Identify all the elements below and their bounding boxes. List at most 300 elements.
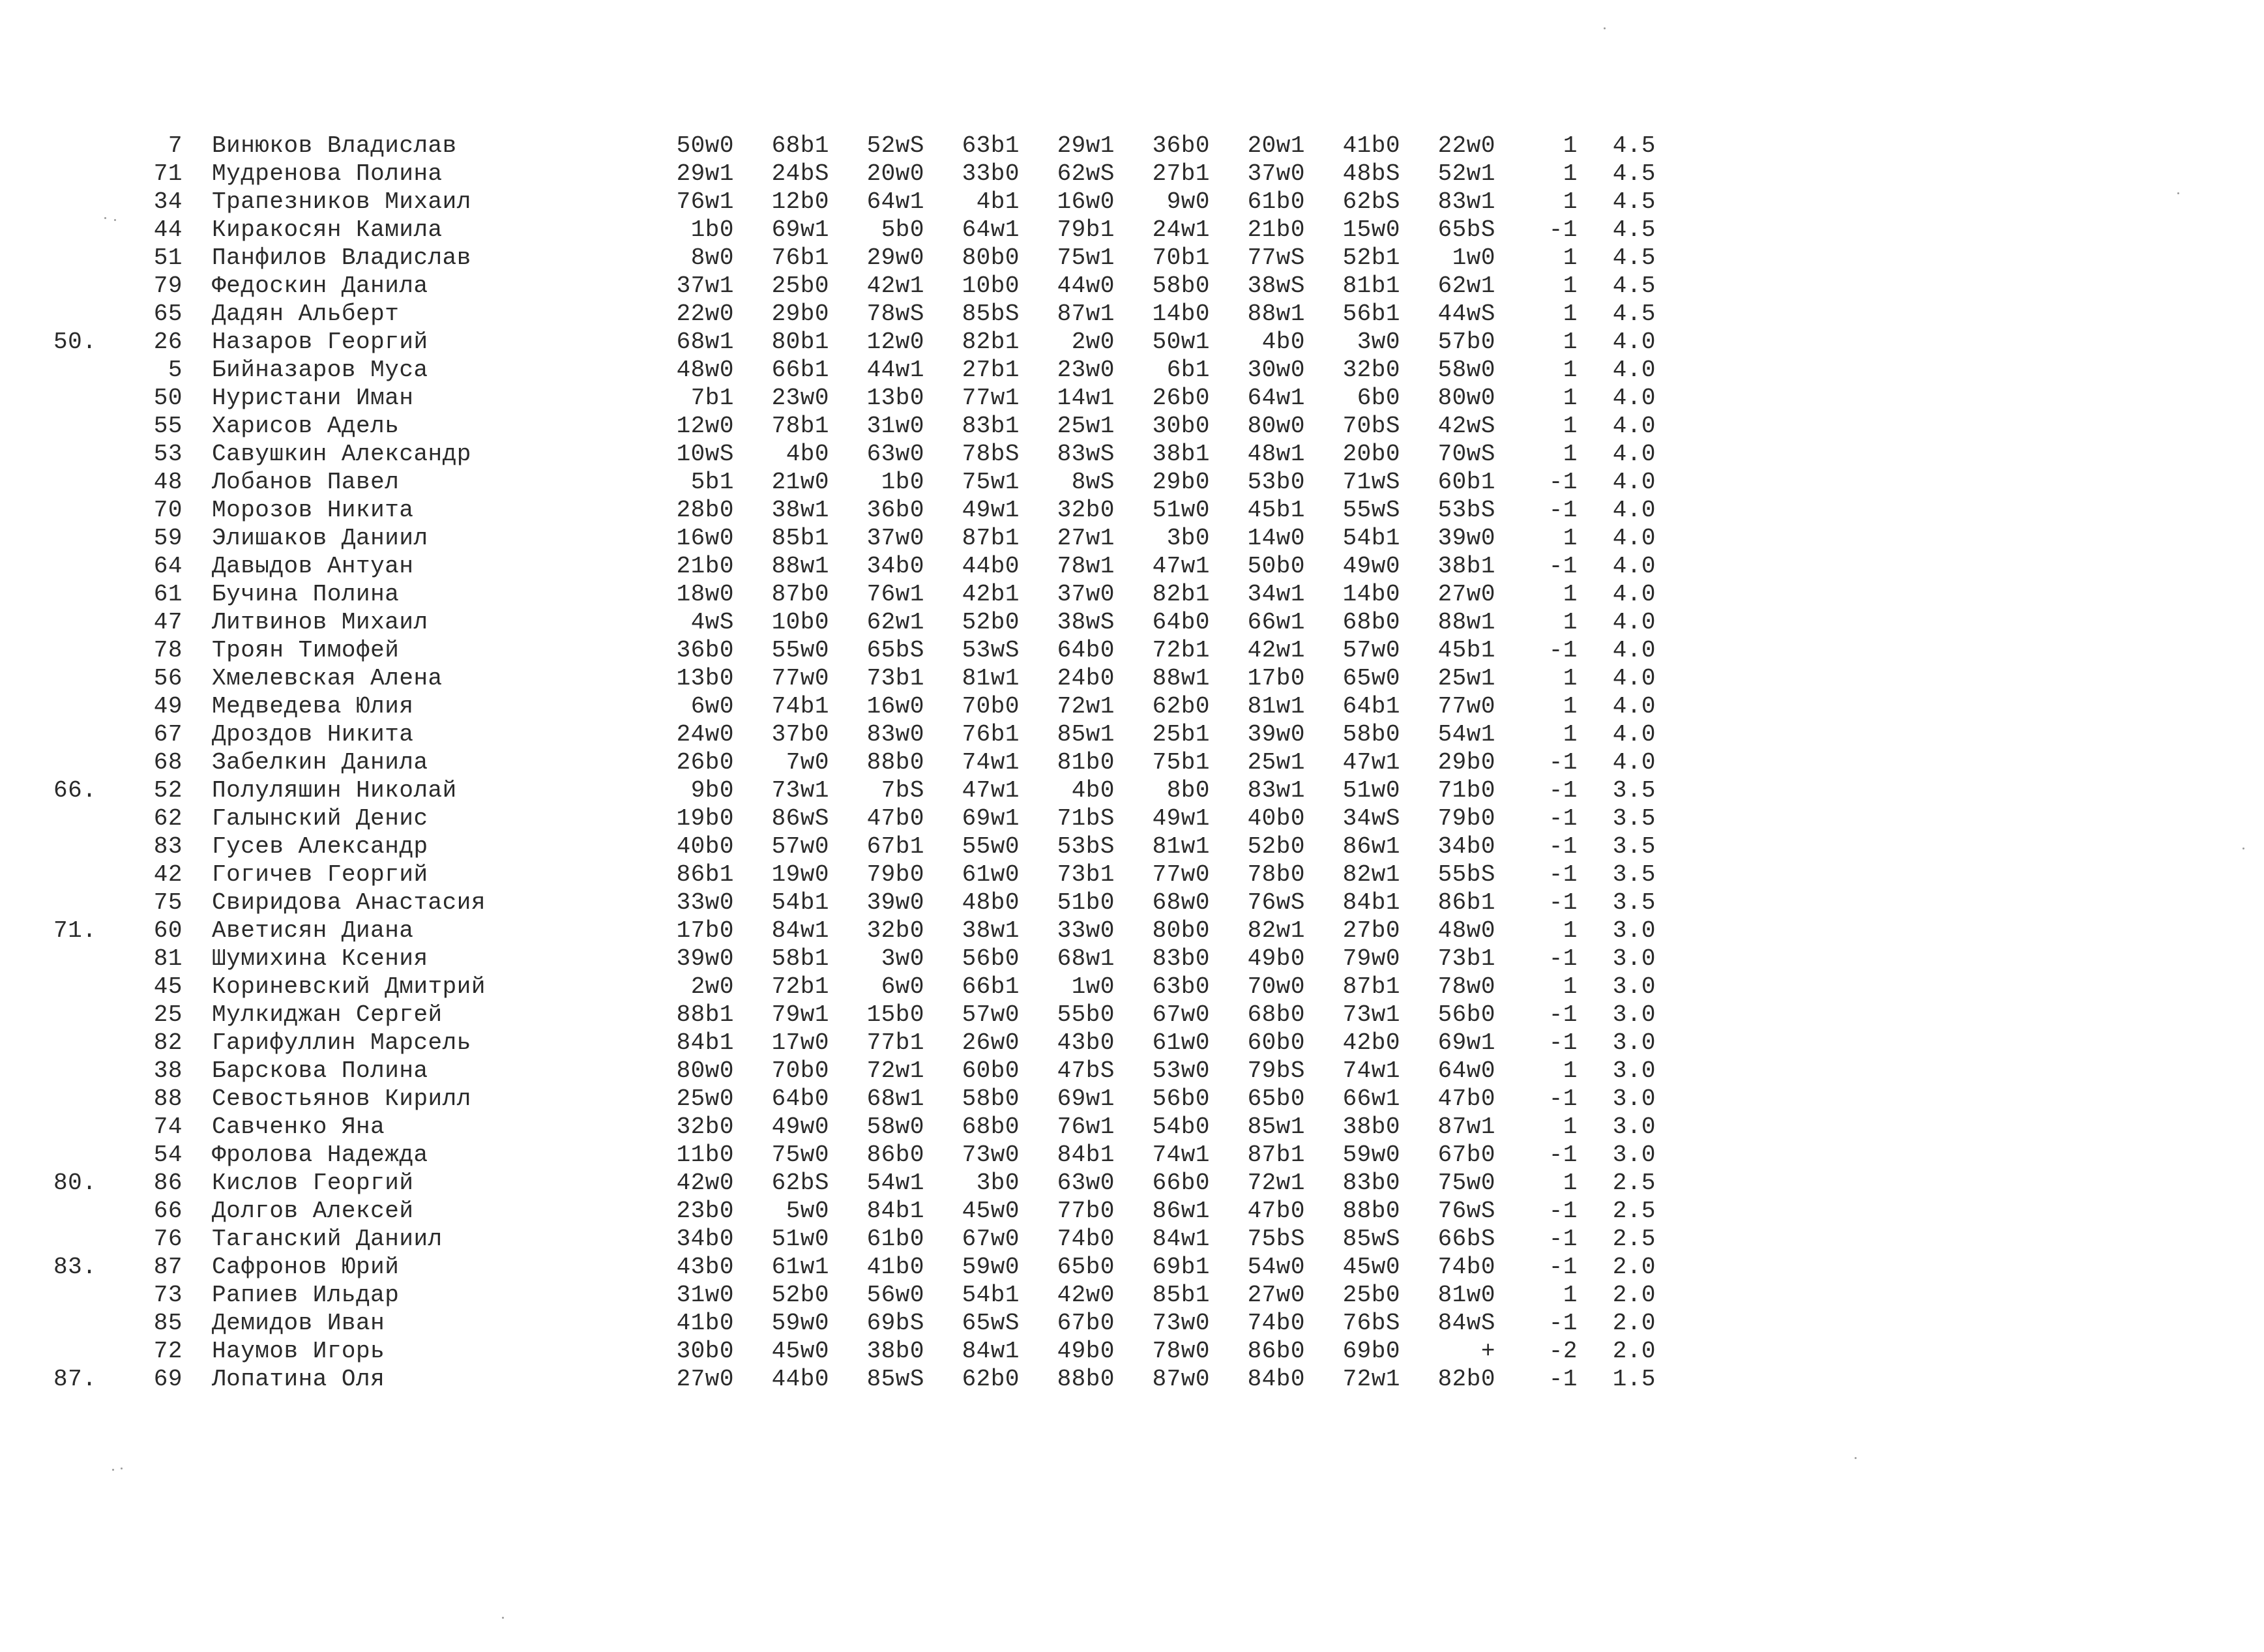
round-result-cell: 41b0 bbox=[676, 1310, 734, 1336]
round-result-cell: 47b0 bbox=[866, 805, 924, 832]
color-balance-cell: 1 bbox=[1563, 329, 1578, 355]
round-result-cell: 64w1 bbox=[866, 188, 924, 215]
round-result-cell: 51w0 bbox=[1152, 497, 1210, 524]
points-cell: 4.5 bbox=[1612, 301, 1656, 327]
round-result-cell: 34b0 bbox=[1437, 833, 1495, 860]
round-result-cell: 84b0 bbox=[1247, 1366, 1305, 1393]
round-result-cell: 49b0 bbox=[1057, 1338, 1115, 1364]
player-name-cell: Федоскин Данила bbox=[212, 273, 428, 299]
color-balance-cell: 1 bbox=[1563, 609, 1578, 636]
start-number-cell: 25 bbox=[153, 1001, 183, 1028]
color-balance-cell: 1 bbox=[1563, 188, 1578, 215]
round-result-cell: 58b0 bbox=[1152, 273, 1210, 299]
round-result-cell: 52w1 bbox=[1437, 160, 1495, 187]
round-result-cell: 64b0 bbox=[771, 1085, 829, 1112]
round-result-cell: 58w0 bbox=[866, 1114, 924, 1140]
round-result-cell: 37w0 bbox=[866, 525, 924, 552]
round-result-cell: 88w1 bbox=[1152, 665, 1210, 692]
round-result-cell: 20w0 bbox=[866, 160, 924, 187]
player-name-cell: Киракосян Камила bbox=[212, 216, 443, 243]
player-name-cell: Морозов Никита bbox=[212, 497, 414, 524]
round-result-cell: 53w0 bbox=[1152, 1057, 1210, 1084]
round-result-cell: 72w1 bbox=[866, 1057, 924, 1084]
round-result-cell: 6w0 bbox=[881, 973, 924, 1000]
round-result-cell: 78b1 bbox=[771, 413, 829, 439]
color-balance-cell: -1 bbox=[1548, 216, 1578, 243]
round-result-cell: 4b0 bbox=[1261, 329, 1305, 355]
round-result-cell: 75w1 bbox=[962, 469, 1020, 495]
round-result-cell: 85w1 bbox=[1247, 1114, 1305, 1140]
round-result-cell: 3w0 bbox=[881, 945, 924, 972]
points-cell: 2.0 bbox=[1612, 1338, 1656, 1364]
round-result-cell: 80b1 bbox=[771, 329, 829, 355]
player-name-cell: Таганский Даниил bbox=[212, 1226, 443, 1252]
round-result-cell: 30b0 bbox=[676, 1338, 734, 1364]
round-result-cell: 21b0 bbox=[676, 553, 734, 580]
start-number-cell: 64 bbox=[153, 553, 183, 580]
round-result-cell: 17b0 bbox=[1247, 665, 1305, 692]
round-result-cell: 68w1 bbox=[1057, 945, 1115, 972]
start-number-cell: 55 bbox=[153, 413, 183, 439]
round-result-cell: 84b1 bbox=[1057, 1142, 1115, 1168]
round-result-cell: 55b0 bbox=[1057, 1001, 1115, 1028]
round-result-cell: 54b1 bbox=[1342, 525, 1400, 552]
round-result-cell: 1w0 bbox=[1452, 244, 1495, 271]
round-result-cell: 8wS bbox=[1071, 469, 1115, 495]
table-row bbox=[0, 692, 1695, 720]
round-result-cell: 86wS bbox=[771, 805, 829, 832]
round-result-cell: 84wS bbox=[1437, 1310, 1495, 1336]
start-number-cell: 42 bbox=[153, 861, 183, 888]
points-cell: 4.0 bbox=[1612, 525, 1656, 552]
round-result-cell: 26b0 bbox=[676, 749, 734, 776]
color-balance-cell: 1 bbox=[1563, 665, 1578, 692]
round-result-cell: 30w0 bbox=[1247, 357, 1305, 383]
round-result-cell: 36b0 bbox=[676, 637, 734, 664]
start-number-cell: 88 bbox=[153, 1085, 183, 1112]
round-result-cell: 21w0 bbox=[771, 469, 829, 495]
round-result-cell: 13b0 bbox=[676, 665, 734, 692]
round-result-cell: 70w0 bbox=[1247, 973, 1305, 1000]
round-result-cell: 68w1 bbox=[866, 1085, 924, 1112]
round-result-cell: 56b0 bbox=[962, 945, 1020, 972]
color-balance-cell: -1 bbox=[1548, 889, 1578, 916]
round-result-cell: 75bS bbox=[1247, 1226, 1305, 1252]
round-result-cell: 1b0 bbox=[690, 216, 734, 243]
round-result-cell: 84w1 bbox=[962, 1338, 1020, 1364]
player-name-cell: Аветисян Диана bbox=[212, 917, 414, 944]
round-result-cell: 14b0 bbox=[1342, 581, 1400, 608]
start-number-cell: 38 bbox=[153, 1057, 183, 1084]
place-cell: 80. bbox=[53, 1170, 97, 1196]
round-result-cell: 2w0 bbox=[1071, 329, 1115, 355]
table-row bbox=[0, 1281, 1695, 1309]
round-result-cell: 73w0 bbox=[962, 1142, 1020, 1168]
round-result-cell: 41b0 bbox=[1342, 132, 1400, 159]
round-result-cell: 73w1 bbox=[771, 777, 829, 804]
round-result-cell: 87b1 bbox=[962, 525, 1020, 552]
round-result-cell: 84w1 bbox=[1152, 1226, 1210, 1252]
round-result-cell: 13b0 bbox=[866, 385, 924, 411]
round-result-cell: 36b0 bbox=[866, 497, 924, 524]
round-result-cell: 69w1 bbox=[962, 805, 1020, 832]
points-cell: 3.5 bbox=[1612, 805, 1656, 832]
player-name-cell: Шумихина Ксения bbox=[212, 945, 428, 972]
start-number-cell: 69 bbox=[153, 1366, 183, 1393]
table-row bbox=[0, 524, 1695, 552]
round-result-cell: 76wS bbox=[1437, 1198, 1495, 1224]
round-result-cell: 66b1 bbox=[962, 973, 1020, 1000]
round-result-cell: 80b0 bbox=[1152, 917, 1210, 944]
round-result-cell: 42w0 bbox=[676, 1170, 734, 1196]
color-balance-cell: 1 bbox=[1563, 1282, 1578, 1308]
round-result-cell: 64b0 bbox=[1057, 637, 1115, 664]
round-result-cell: 43b0 bbox=[676, 1254, 734, 1280]
round-result-cell: 49w1 bbox=[1152, 805, 1210, 832]
table-row bbox=[0, 552, 1695, 580]
round-result-cell: 76b1 bbox=[771, 244, 829, 271]
round-result-cell: 72b1 bbox=[771, 973, 829, 1000]
round-result-cell: 48w1 bbox=[1247, 441, 1305, 467]
points-cell: 4.0 bbox=[1612, 413, 1656, 439]
round-result-cell: 6b0 bbox=[1357, 385, 1400, 411]
round-result-cell: 34b0 bbox=[866, 553, 924, 580]
round-result-cell: 87b1 bbox=[1247, 1142, 1305, 1168]
round-result-cell: 64b0 bbox=[1152, 609, 1210, 636]
round-result-cell: 21b0 bbox=[1247, 216, 1305, 243]
start-number-cell: 85 bbox=[153, 1310, 183, 1336]
table-row bbox=[0, 608, 1695, 636]
round-result-cell: 11b0 bbox=[676, 1142, 734, 1168]
round-result-cell: 27w0 bbox=[1247, 1282, 1305, 1308]
points-cell: 4.5 bbox=[1612, 132, 1656, 159]
player-name-cell: Мудренова Полина bbox=[212, 160, 443, 187]
round-result-cell: 53bS bbox=[1437, 497, 1495, 524]
table-row bbox=[0, 1337, 1695, 1365]
start-number-cell: 62 bbox=[153, 805, 183, 832]
color-balance-cell: 1 bbox=[1563, 441, 1578, 467]
start-number-cell: 67 bbox=[153, 721, 183, 748]
round-result-cell: 25w1 bbox=[1247, 749, 1305, 776]
round-result-cell: 61w0 bbox=[962, 861, 1020, 888]
round-result-cell: 29w1 bbox=[676, 160, 734, 187]
round-result-cell: 47w1 bbox=[1342, 749, 1400, 776]
color-balance-cell: -1 bbox=[1548, 749, 1578, 776]
round-result-cell: + bbox=[1480, 1338, 1495, 1364]
round-result-cell: 22w0 bbox=[1437, 132, 1495, 159]
start-number-cell: 60 bbox=[153, 917, 183, 944]
player-name-cell: Хмелевская Алена bbox=[212, 665, 443, 692]
round-result-cell: 81b1 bbox=[1342, 273, 1400, 299]
round-result-cell: 72w1 bbox=[1342, 1366, 1400, 1393]
round-result-cell: 69w1 bbox=[1057, 1085, 1115, 1112]
round-result-cell: 34wS bbox=[1342, 805, 1400, 832]
round-result-cell: 85b1 bbox=[1152, 1282, 1210, 1308]
round-result-cell: 58b0 bbox=[962, 1085, 1020, 1112]
scan-speck bbox=[104, 217, 106, 219]
player-name-cell: Кориневский Дмитрий bbox=[212, 973, 486, 1000]
round-result-cell: 25w0 bbox=[676, 1085, 734, 1112]
table-row bbox=[0, 160, 1695, 188]
round-result-cell: 52b0 bbox=[962, 609, 1020, 636]
round-result-cell: 37w1 bbox=[676, 273, 734, 299]
round-result-cell: 70wS bbox=[1437, 441, 1495, 467]
round-result-cell: 63b1 bbox=[962, 132, 1020, 159]
round-result-cell: 75w1 bbox=[1057, 244, 1115, 271]
round-result-cell: 69b1 bbox=[1152, 1254, 1210, 1280]
start-number-cell: 51 bbox=[153, 244, 183, 271]
round-result-cell: 82b1 bbox=[1152, 581, 1210, 608]
player-name-cell: Назаров Георгий bbox=[212, 329, 428, 355]
round-result-cell: 88w1 bbox=[771, 553, 829, 580]
round-result-cell: 27b0 bbox=[1342, 917, 1400, 944]
start-number-cell: 81 bbox=[153, 945, 183, 972]
round-result-cell: 65b0 bbox=[1057, 1254, 1115, 1280]
round-result-cell: 85wS bbox=[1342, 1226, 1400, 1252]
round-result-cell: 74b0 bbox=[1247, 1310, 1305, 1336]
start-number-cell: 53 bbox=[153, 441, 183, 467]
player-name-cell: Троян Тимофей bbox=[212, 637, 400, 664]
round-result-cell: 82w1 bbox=[1247, 917, 1305, 944]
round-result-cell: 77wS bbox=[1247, 244, 1305, 271]
points-cell: 3.5 bbox=[1612, 777, 1656, 804]
player-name-cell: Севостьянов Кирилл bbox=[212, 1085, 471, 1112]
color-balance-cell: -1 bbox=[1548, 945, 1578, 972]
points-cell: 3.0 bbox=[1612, 1029, 1656, 1056]
round-result-cell: 87w1 bbox=[1437, 1114, 1495, 1140]
points-cell: 1.5 bbox=[1612, 1366, 1656, 1393]
round-result-cell: 81w0 bbox=[1437, 1282, 1495, 1308]
round-result-cell: 63w0 bbox=[866, 441, 924, 467]
round-result-cell: 10b0 bbox=[771, 609, 829, 636]
round-result-cell: 70b0 bbox=[962, 693, 1020, 720]
round-result-cell: 66w1 bbox=[1247, 609, 1305, 636]
round-result-cell: 88w1 bbox=[1247, 301, 1305, 327]
color-balance-cell: -1 bbox=[1548, 1142, 1578, 1168]
start-number-cell: 75 bbox=[153, 889, 183, 916]
round-result-cell: 38b0 bbox=[866, 1338, 924, 1364]
round-result-cell: 62bS bbox=[771, 1170, 829, 1196]
color-balance-cell: 1 bbox=[1563, 132, 1578, 159]
round-result-cell: 72b1 bbox=[1152, 637, 1210, 664]
color-balance-cell: 1 bbox=[1563, 693, 1578, 720]
table-row bbox=[0, 804, 1695, 833]
round-result-cell: 77w0 bbox=[1437, 693, 1495, 720]
table-row bbox=[0, 496, 1695, 524]
table-row bbox=[0, 1113, 1695, 1141]
round-result-cell: 76bS bbox=[1342, 1310, 1400, 1336]
round-result-cell: 37w0 bbox=[1247, 160, 1305, 187]
round-result-cell: 67b0 bbox=[1437, 1142, 1495, 1168]
player-name-cell: Нуристани Иман bbox=[212, 385, 414, 411]
round-result-cell: 73b1 bbox=[1057, 861, 1115, 888]
round-result-cell: 45w0 bbox=[771, 1338, 829, 1364]
round-result-cell: 54b0 bbox=[1152, 1114, 1210, 1140]
points-cell: 2.0 bbox=[1612, 1254, 1656, 1280]
player-name-cell: Гусев Александр bbox=[212, 833, 428, 860]
round-result-cell: 69bS bbox=[866, 1310, 924, 1336]
round-result-cell: 66w1 bbox=[1342, 1085, 1400, 1112]
round-result-cell: 29w1 bbox=[1057, 132, 1115, 159]
round-result-cell: 84w1 bbox=[771, 917, 829, 944]
round-result-cell: 8w0 bbox=[690, 244, 734, 271]
round-result-cell: 42w1 bbox=[1247, 637, 1305, 664]
round-result-cell: 54b1 bbox=[771, 889, 829, 916]
round-result-cell: 47b0 bbox=[1247, 1198, 1305, 1224]
round-result-cell: 63b0 bbox=[1152, 973, 1210, 1000]
start-number-cell: 26 bbox=[153, 329, 183, 355]
table-row bbox=[0, 748, 1695, 776]
round-result-cell: 79w0 bbox=[1342, 945, 1400, 972]
color-balance-cell: 1 bbox=[1563, 160, 1578, 187]
start-number-cell: 87 bbox=[153, 1254, 183, 1280]
round-result-cell: 83w1 bbox=[1247, 777, 1305, 804]
round-result-cell: 29b0 bbox=[1152, 469, 1210, 495]
points-cell: 4.0 bbox=[1612, 385, 1656, 411]
round-result-cell: 77b0 bbox=[1057, 1198, 1115, 1224]
round-result-cell: 71b0 bbox=[1437, 777, 1495, 804]
round-result-cell: 83w0 bbox=[866, 721, 924, 748]
round-result-cell: 79b1 bbox=[1057, 216, 1115, 243]
table-row bbox=[0, 1029, 1695, 1057]
points-cell: 3.0 bbox=[1612, 1085, 1656, 1112]
points-cell: 3.5 bbox=[1612, 861, 1656, 888]
round-result-cell: 65w0 bbox=[1342, 665, 1400, 692]
player-name-cell: Свиридова Анастасия bbox=[212, 889, 486, 916]
table-row bbox=[0, 889, 1695, 917]
round-result-cell: 49w0 bbox=[771, 1114, 829, 1140]
round-result-cell: 83w1 bbox=[1437, 188, 1495, 215]
round-result-cell: 32b0 bbox=[1057, 497, 1115, 524]
round-result-cell: 79bS bbox=[1247, 1057, 1305, 1084]
table-row bbox=[0, 244, 1695, 272]
round-result-cell: 69b0 bbox=[1342, 1338, 1400, 1364]
round-result-cell: 79b0 bbox=[866, 861, 924, 888]
round-result-cell: 7bS bbox=[881, 777, 924, 804]
round-result-cell: 53b0 bbox=[1247, 469, 1305, 495]
round-result-cell: 85wS bbox=[866, 1366, 924, 1393]
table-row bbox=[0, 1309, 1695, 1337]
round-result-cell: 4b0 bbox=[1071, 777, 1115, 804]
table-row bbox=[0, 833, 1695, 861]
round-result-cell: 48w0 bbox=[1437, 917, 1495, 944]
round-result-cell: 73w0 bbox=[1152, 1310, 1210, 1336]
round-result-cell: 76w1 bbox=[676, 188, 734, 215]
color-balance-cell: -1 bbox=[1548, 469, 1578, 495]
round-result-cell: 38b1 bbox=[1437, 553, 1495, 580]
player-name-cell: Забелкин Данила bbox=[212, 749, 428, 776]
round-result-cell: 12w0 bbox=[676, 413, 734, 439]
round-result-cell: 32b0 bbox=[676, 1114, 734, 1140]
round-result-cell: 71wS bbox=[1342, 469, 1400, 495]
points-cell: 2.0 bbox=[1612, 1310, 1656, 1336]
round-result-cell: 34w1 bbox=[1247, 581, 1305, 608]
points-cell: 3.0 bbox=[1612, 1142, 1656, 1168]
round-result-cell: 73w1 bbox=[1342, 1001, 1400, 1028]
points-cell: 4.0 bbox=[1612, 357, 1656, 383]
round-result-cell: 52wS bbox=[866, 132, 924, 159]
round-result-cell: 31w0 bbox=[866, 413, 924, 439]
round-result-cell: 24w1 bbox=[1152, 216, 1210, 243]
scan-speck bbox=[114, 219, 116, 221]
round-result-cell: 56w0 bbox=[866, 1282, 924, 1308]
round-result-cell: 88b0 bbox=[866, 749, 924, 776]
start-number-cell: 72 bbox=[153, 1338, 183, 1364]
round-result-cell: 66b1 bbox=[771, 357, 829, 383]
round-result-cell: 54w0 bbox=[1247, 1254, 1305, 1280]
table-row bbox=[0, 384, 1695, 412]
player-name-cell: Сафронов Юрий bbox=[212, 1254, 400, 1280]
round-result-cell: 77w0 bbox=[771, 665, 829, 692]
round-result-cell: 10wS bbox=[676, 441, 734, 467]
round-result-cell: 76b1 bbox=[962, 721, 1020, 748]
round-result-cell: 85bS bbox=[962, 301, 1020, 327]
table-row bbox=[0, 356, 1695, 384]
round-result-cell: 69w1 bbox=[771, 216, 829, 243]
round-result-cell: 78b0 bbox=[1247, 861, 1305, 888]
round-result-cell: 7w0 bbox=[786, 749, 829, 776]
start-number-cell: 78 bbox=[153, 637, 183, 664]
round-result-cell: 80w0 bbox=[1437, 385, 1495, 411]
player-name-cell: Барскова Полина bbox=[212, 1057, 428, 1084]
round-result-cell: 86b1 bbox=[676, 861, 734, 888]
round-result-cell: 42b1 bbox=[962, 581, 1020, 608]
table-row bbox=[0, 973, 1695, 1001]
round-result-cell: 67b1 bbox=[866, 833, 924, 860]
scan-speck bbox=[121, 1468, 123, 1469]
round-result-cell: 48b0 bbox=[962, 889, 1020, 916]
color-balance-cell: -1 bbox=[1548, 805, 1578, 832]
color-balance-cell: 1 bbox=[1563, 385, 1578, 411]
round-result-cell: 43b0 bbox=[1057, 1029, 1115, 1056]
round-result-cell: 30b0 bbox=[1152, 413, 1210, 439]
points-cell: 4.0 bbox=[1612, 693, 1656, 720]
round-result-cell: 82b0 bbox=[1437, 1366, 1495, 1393]
round-result-cell: 61b0 bbox=[866, 1226, 924, 1252]
round-result-cell: 50w1 bbox=[1152, 329, 1210, 355]
round-result-cell: 84b1 bbox=[866, 1198, 924, 1224]
round-result-cell: 79b0 bbox=[1437, 805, 1495, 832]
round-result-cell: 44w1 bbox=[866, 357, 924, 383]
round-result-cell: 5w0 bbox=[786, 1198, 829, 1224]
table-row bbox=[0, 1001, 1695, 1029]
table-row bbox=[0, 1197, 1695, 1225]
round-result-cell: 39w0 bbox=[676, 945, 734, 972]
round-result-cell: 84b1 bbox=[676, 1029, 734, 1056]
round-result-cell: 18w0 bbox=[676, 581, 734, 608]
color-balance-cell: 1 bbox=[1563, 917, 1578, 944]
round-result-cell: 88b1 bbox=[676, 1001, 734, 1028]
round-result-cell: 3b0 bbox=[1166, 525, 1210, 552]
scan-speck bbox=[502, 1617, 504, 1619]
round-result-cell: 42w1 bbox=[866, 273, 924, 299]
round-result-cell: 5b0 bbox=[881, 216, 924, 243]
player-name-cell: Литвинов Михаил bbox=[212, 609, 428, 636]
round-result-cell: 44b0 bbox=[962, 553, 1020, 580]
round-result-cell: 63w0 bbox=[1057, 1170, 1115, 1196]
round-result-cell: 12b0 bbox=[771, 188, 829, 215]
round-result-cell: 27w1 bbox=[1057, 525, 1115, 552]
color-balance-cell: 1 bbox=[1563, 413, 1578, 439]
round-result-cell: 82b1 bbox=[962, 329, 1020, 355]
round-result-cell: 55w0 bbox=[771, 637, 829, 664]
table-row bbox=[0, 468, 1695, 496]
round-result-cell: 73b1 bbox=[1437, 945, 1495, 972]
points-cell: 4.0 bbox=[1612, 665, 1656, 692]
player-name-cell: Савушкин Александр bbox=[212, 441, 471, 467]
round-result-cell: 86b0 bbox=[1247, 1338, 1305, 1364]
table-row bbox=[0, 917, 1695, 945]
